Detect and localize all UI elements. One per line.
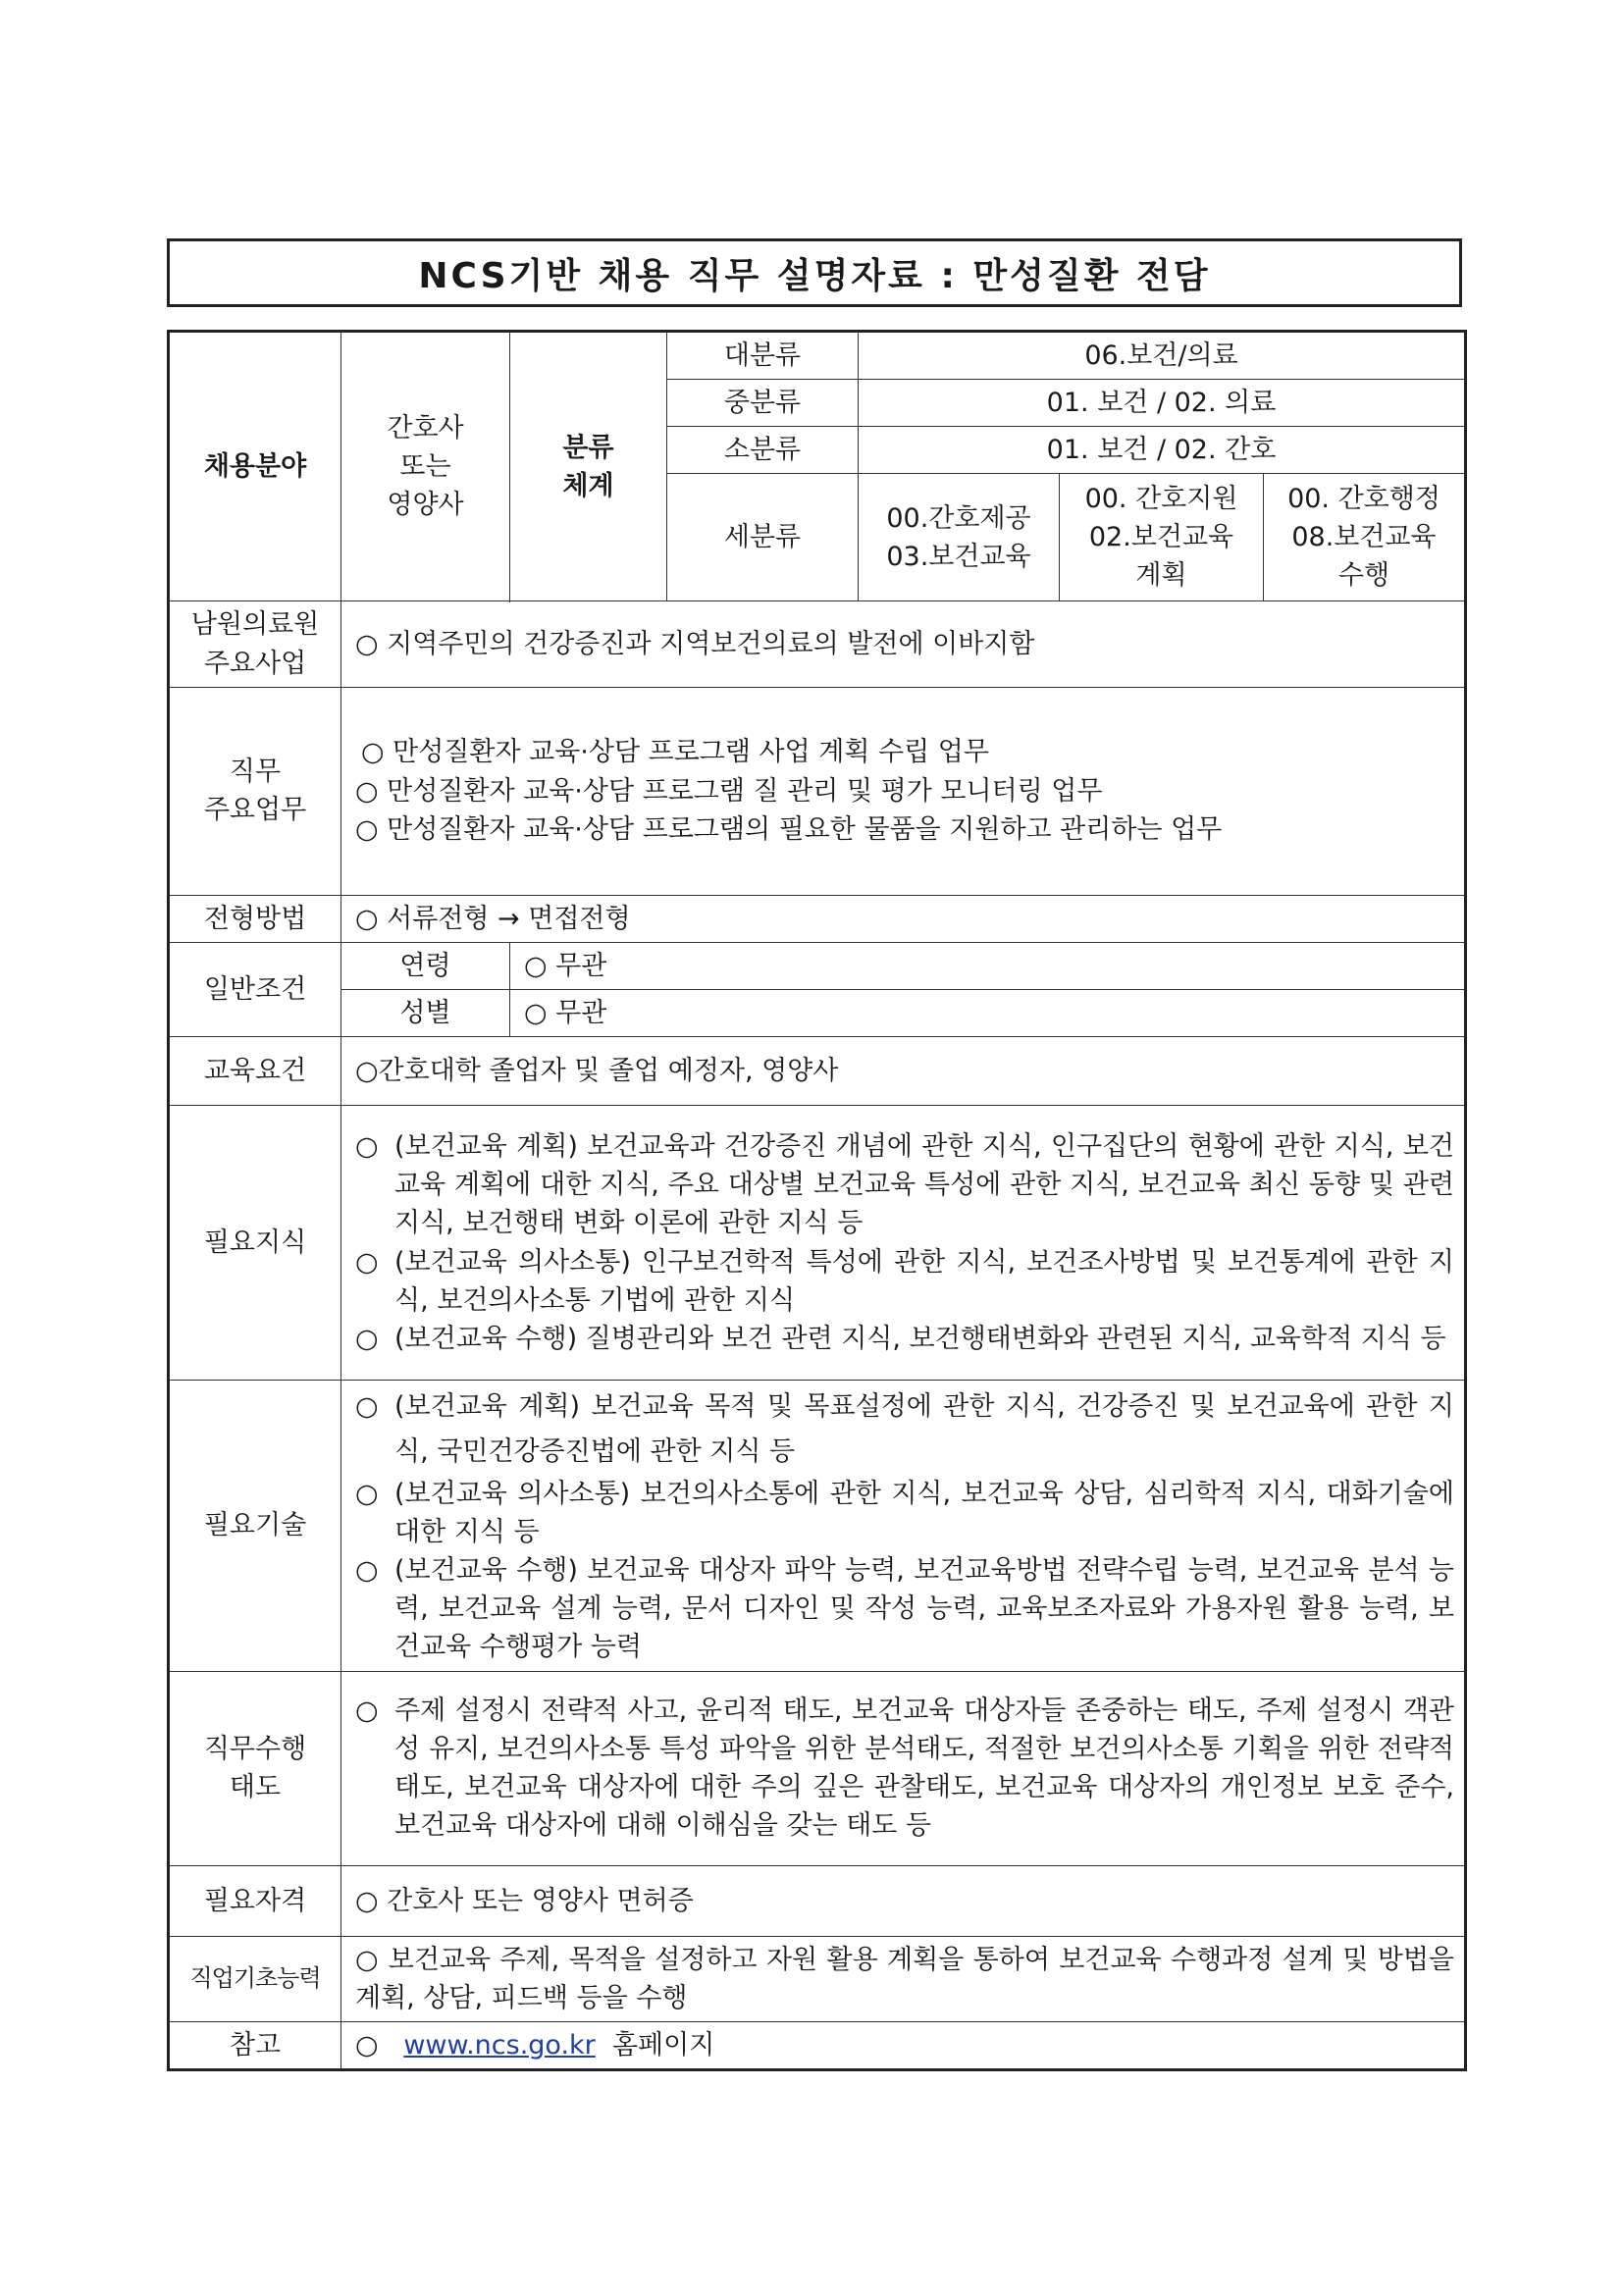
page-title: NCS기반 채용 직무 설명자료 : 만성질환 전담 — [418, 255, 1211, 296]
ncs-website-link[interactable]: www.ncs.go.kr — [403, 2029, 596, 2061]
detail-label: 세분류 — [667, 474, 859, 601]
reference-suffix: 홈페이지 — [611, 2029, 715, 2061]
attitude-text: 주제 설정시 전략적 사고, 윤리적 태도, 보건교육 대상자들 존중하는 태도, 주제 설정시 객관성 유지, 보건의사소통 특성 파악을 위한 분석태도, 적절한 보건의사소통 기획을 위한 전략적 태도, 보건교육 대상자에 대한 주의 깊은 관찰태도, 보건교육 대상자의 개인정보 보호 준수, 보건교육 대상자에 대해 이해심을 갖는 태도 등 — [394, 1695, 1454, 1842]
selection-text: ○ 서류전형 → 면접전형 — [341, 895, 1465, 942]
attitude-label-line: 직무수행 — [203, 1733, 307, 1764]
knowledge-item — [355, 1320, 1454, 1358]
detail-col-line: 08.보건교육 — [1291, 522, 1437, 553]
detail-col-line: 02.보건교육 — [1088, 522, 1234, 553]
recruit-field — [341, 333, 510, 601]
basic-text: ○ 보건교육 주제, 목적을 설정하고 자원 활용 계획을 통하여 보건교육 수행과정 설계 및 방법을 계획, 상담, 피드백 등을 수행 — [341, 1936, 1465, 2021]
education-text: ○간호대학 졸업자 및 졸업 예정자, 영양사 — [341, 1037, 1465, 1106]
duty-item: ○ 만성질환자 교육·상담 프로그램 사업 계획 수립 업무 — [361, 737, 989, 768]
detail-col-line: 계획 — [1135, 560, 1187, 592]
class-system-label — [510, 333, 667, 601]
job-description-table — [169, 332, 1465, 2069]
knowledge-item — [355, 1127, 1454, 1242]
middle-label: 중분류 — [667, 380, 859, 427]
duty-item: ○ 만성질환자 교육·상담 프로그램의 필요한 물품을 지원하고 관리하는 업무 — [355, 813, 1223, 845]
major-label: 대분류 — [667, 333, 859, 380]
detail-col-line: 00. 간호행정 — [1287, 484, 1440, 515]
detail-col-line: 03.보건교육 — [886, 541, 1031, 572]
bullet-marker: ○ — [355, 1246, 379, 1278]
skill-item-text: (보건교육 계획) 보건교육 목적 및 목표설정에 관한 지식, 건강증진 및 보건교육에 관한 지식, 국민건강증진법에 관한 지식 등 — [394, 1391, 1454, 1468]
detail-col-line: 00. 간호지원 — [1084, 484, 1238, 515]
recruit-field-line: 영양사 — [387, 490, 464, 521]
detail-col-1 — [859, 474, 1060, 601]
minor-value: 01. 보건 / 02. 간호 — [859, 427, 1465, 474]
class-system-label-line: 분류 — [562, 432, 614, 463]
education-label: 교육요건 — [170, 1037, 341, 1106]
bullet-marker: ○ — [355, 1555, 379, 1587]
attitude-label — [170, 1671, 341, 1865]
org-label-line: 남원의료원 — [190, 609, 320, 641]
selection-label: 전형방법 — [170, 895, 341, 942]
skill-item — [355, 1475, 1454, 1551]
knowledge-item — [355, 1243, 1454, 1320]
detail-col-2 — [1060, 474, 1264, 601]
title-box — [167, 238, 1462, 307]
minor-label: 소분류 — [667, 427, 859, 474]
org-text: ○ 지역주민의 건강증진과 지역보건의료의 발전에 이바지함 — [341, 601, 1465, 687]
recruit-field-line: 간호사 — [387, 413, 464, 444]
duties-list — [341, 687, 1465, 895]
recruit-label: 채용분야 — [170, 333, 341, 601]
age-label: 연령 — [341, 942, 510, 989]
knowledge-item-text: (보건교육 계획) 보건교육과 건강증진 개념에 관한 지식, 인구집단의 현황에 관한 지식, 보건교육 계획에 대한 지식, 주요 대상별 보건교육 특성에 관한 지식, 보건교육 최신 동향 및 관련 지식, 보건행태 변화 이론에 관한 지식 등 — [394, 1131, 1454, 1239]
skill-item-text: (보건교육 수행) 보건교육 대상자 파악 능력, 보건교육방법 전략수립 능력, 보건교육 분석 능력, 보건교육 설계 능력, 문서 디자인 및 작성 능력, 교육보조자료와 가용자원 활용 능력, 보건교육 수행평가 능력 — [394, 1555, 1454, 1663]
org-label-line: 주요사업 — [203, 648, 307, 679]
gender-label: 성별 — [341, 989, 510, 1036]
skill-item — [355, 1551, 1454, 1666]
general-label: 일반조건 — [170, 942, 341, 1036]
reference-content — [341, 2021, 1465, 2068]
major-value: 06.보건/의료 — [859, 333, 1465, 380]
duties-label — [170, 687, 341, 895]
detail-col-line: 00.간호제공 — [886, 502, 1031, 534]
bullet-marker: ○ — [355, 1695, 379, 1726]
knowledge-item-text: (보건교육 의사소통) 인구보건학적 특성에 관한 지식, 보건조사방법 및 보건통계에 관한 지식, 보건의사소통 기법에 관한 지식 — [394, 1246, 1454, 1316]
skills-list — [341, 1381, 1465, 1671]
knowledge-label: 필요지식 — [170, 1106, 341, 1381]
detail-col-3 — [1264, 474, 1465, 601]
duties-label-line: 주요업무 — [203, 795, 307, 826]
skills-label: 필요기술 — [170, 1381, 341, 1671]
attitude-item — [355, 1692, 1454, 1846]
skill-item-text: (보건교육 의사소통) 보건의사소통에 관한 지식, 보건교육 상담, 심리학적 지식, 대화기술에 대한 지식 등 — [394, 1478, 1454, 1548]
skill-item — [355, 1384, 1454, 1475]
bullet-marker: ○ — [355, 1323, 379, 1354]
detail-col-line: 수행 — [1337, 560, 1390, 592]
attitude-label-line: 태도 — [229, 1772, 282, 1803]
bullet-marker: ○ — [355, 2029, 379, 2061]
license-label: 필요자격 — [170, 1865, 341, 1936]
duty-item: ○ 만성질환자 교육·상담 프로그램 질 관리 및 평가 모니터링 업무 — [355, 775, 1103, 807]
middle-value: 01. 보건 / 02. 의료 — [859, 380, 1465, 427]
license-text: ○ 간호사 또는 영양사 면허증 — [341, 1865, 1465, 1936]
class-system-label-line: 체계 — [562, 470, 614, 501]
org-label — [170, 601, 341, 687]
age-value: ○ 무관 — [510, 942, 1465, 989]
bullet-marker: ○ — [355, 1391, 379, 1423]
knowledge-item-text: (보건교육 수행) 질병관리와 보건 관련 지식, 보건행태변화와 관련된 지식, 교육학적 지식 등 — [394, 1323, 1446, 1354]
bullet-marker: ○ — [355, 1131, 379, 1163]
basic-label: 직업기초능력 — [170, 1936, 341, 2021]
recruit-field-line: 또는 — [399, 451, 451, 483]
attitude-content — [341, 1671, 1465, 1865]
bullet-marker: ○ — [355, 1478, 379, 1509]
gender-value: ○ 무관 — [510, 989, 1465, 1036]
knowledge-list — [341, 1106, 1465, 1381]
duties-label-line: 직무 — [229, 757, 282, 788]
reference-label: 참고 — [170, 2021, 341, 2068]
